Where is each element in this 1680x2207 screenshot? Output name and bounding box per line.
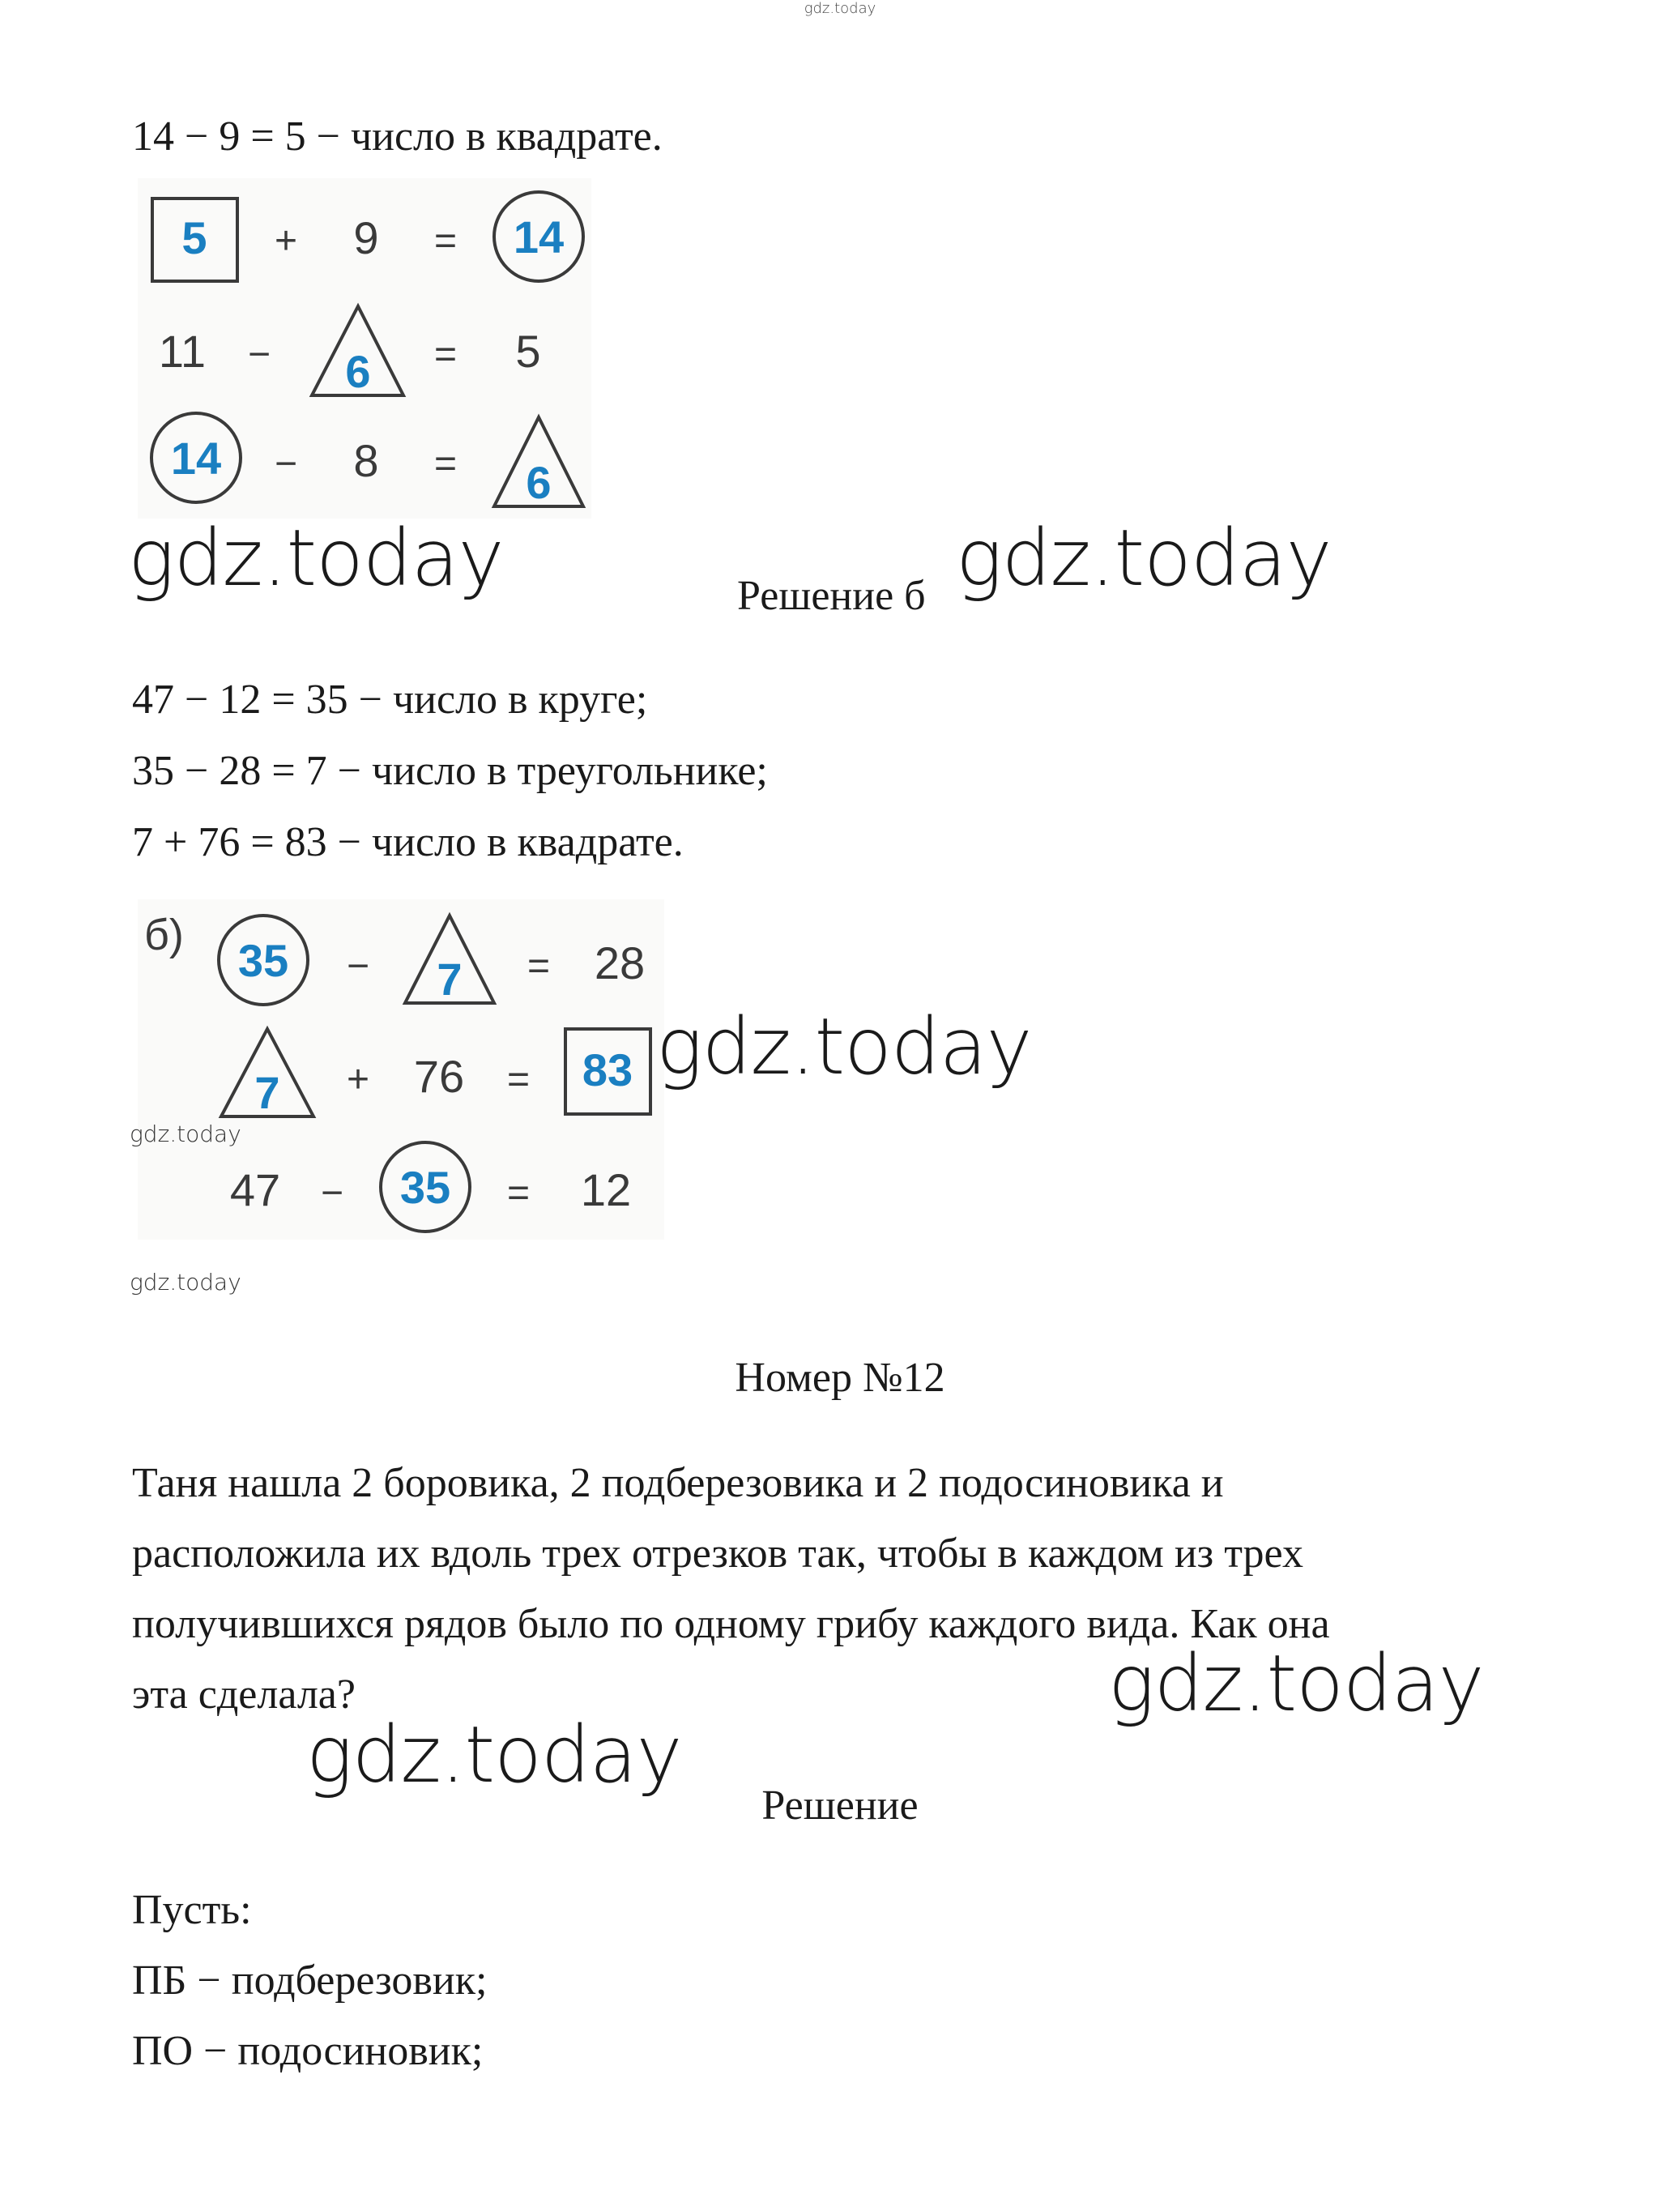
triangle-value: 7 xyxy=(254,1067,280,1118)
solution-heading: Решение xyxy=(761,1782,919,1829)
triangle-value: 7 xyxy=(437,954,463,1005)
operand: 8 xyxy=(353,435,379,486)
part-b-figure xyxy=(138,899,664,1240)
task-text-line-4: эта сделала? xyxy=(132,1671,356,1718)
circle-value: 35 xyxy=(237,935,289,986)
circle-value: 35 xyxy=(399,1162,451,1213)
equals-sign: = xyxy=(433,220,458,263)
result: 12 xyxy=(580,1164,632,1215)
figure-label: б) xyxy=(144,911,184,959)
operator: − xyxy=(320,1172,344,1214)
operand: 76 xyxy=(413,1051,465,1102)
part-a-figure xyxy=(138,178,591,519)
result: 28 xyxy=(594,937,646,988)
watermark: gdz.today xyxy=(956,513,1332,604)
operator: − xyxy=(346,945,370,988)
equals-sign: = xyxy=(433,333,458,376)
triangle-value: 6 xyxy=(345,346,371,397)
circle-value: 14 xyxy=(170,433,222,484)
task-text-line-1: Таня нашла 2 боровика, 2 подберезовика и 2 подосиновика и xyxy=(132,1460,1224,1506)
solution-line-3: ПО − подосиновик; xyxy=(132,2028,484,2074)
task-text-line-2: расположила их вдоль трех отрезков так, чтобы в каждом из трех xyxy=(132,1530,1303,1577)
square-value: 83 xyxy=(582,1044,633,1095)
equals-sign: = xyxy=(527,945,551,988)
operand: 11 xyxy=(158,326,207,377)
watermark: gdz.today xyxy=(128,513,504,604)
part-b-line-2: 35 − 28 = 7 − число в треугольнике; xyxy=(132,748,768,794)
solution-line-1: Пусть: xyxy=(132,1887,252,1933)
task-text-line-3: получившихся рядов было по одному грибу каждого вида. Как она xyxy=(132,1601,1330,1647)
part-a-line-1: 14 − 9 = 5 − число в квадрате. xyxy=(132,113,663,160)
operand: 9 xyxy=(353,212,379,263)
watermark: gdz.today xyxy=(656,1001,1032,1092)
circle-value: 14 xyxy=(513,211,565,263)
operator: + xyxy=(274,220,298,263)
watermark: gdz.today xyxy=(1108,1638,1484,1729)
solution-line-2: ПБ − подберезовик; xyxy=(132,1957,488,2004)
equals-sign: = xyxy=(433,442,458,485)
operator: + xyxy=(346,1058,370,1101)
site-mark: gdz.today xyxy=(804,0,876,17)
operand: 47 xyxy=(229,1164,281,1215)
equals-sign: = xyxy=(506,1058,531,1101)
watermark: gdz.today xyxy=(130,1269,241,1296)
watermark: gdz.today xyxy=(130,1121,241,1147)
part-b-line-3: 7 + 76 = 83 − число в квадрате. xyxy=(132,819,684,865)
equals-sign: = xyxy=(506,1172,531,1214)
part-b-heading: Решение б xyxy=(737,573,926,619)
task-title: Номер №12 xyxy=(735,1355,945,1401)
triangle-value: 6 xyxy=(526,457,552,508)
part-b-line-1: 47 − 12 = 35 − число в круге; xyxy=(132,677,648,723)
operator: − xyxy=(247,333,271,376)
watermark: gdz.today xyxy=(306,1710,682,1800)
operator: − xyxy=(274,442,298,485)
square-value: 5 xyxy=(181,212,207,263)
result: 5 xyxy=(515,326,541,377)
